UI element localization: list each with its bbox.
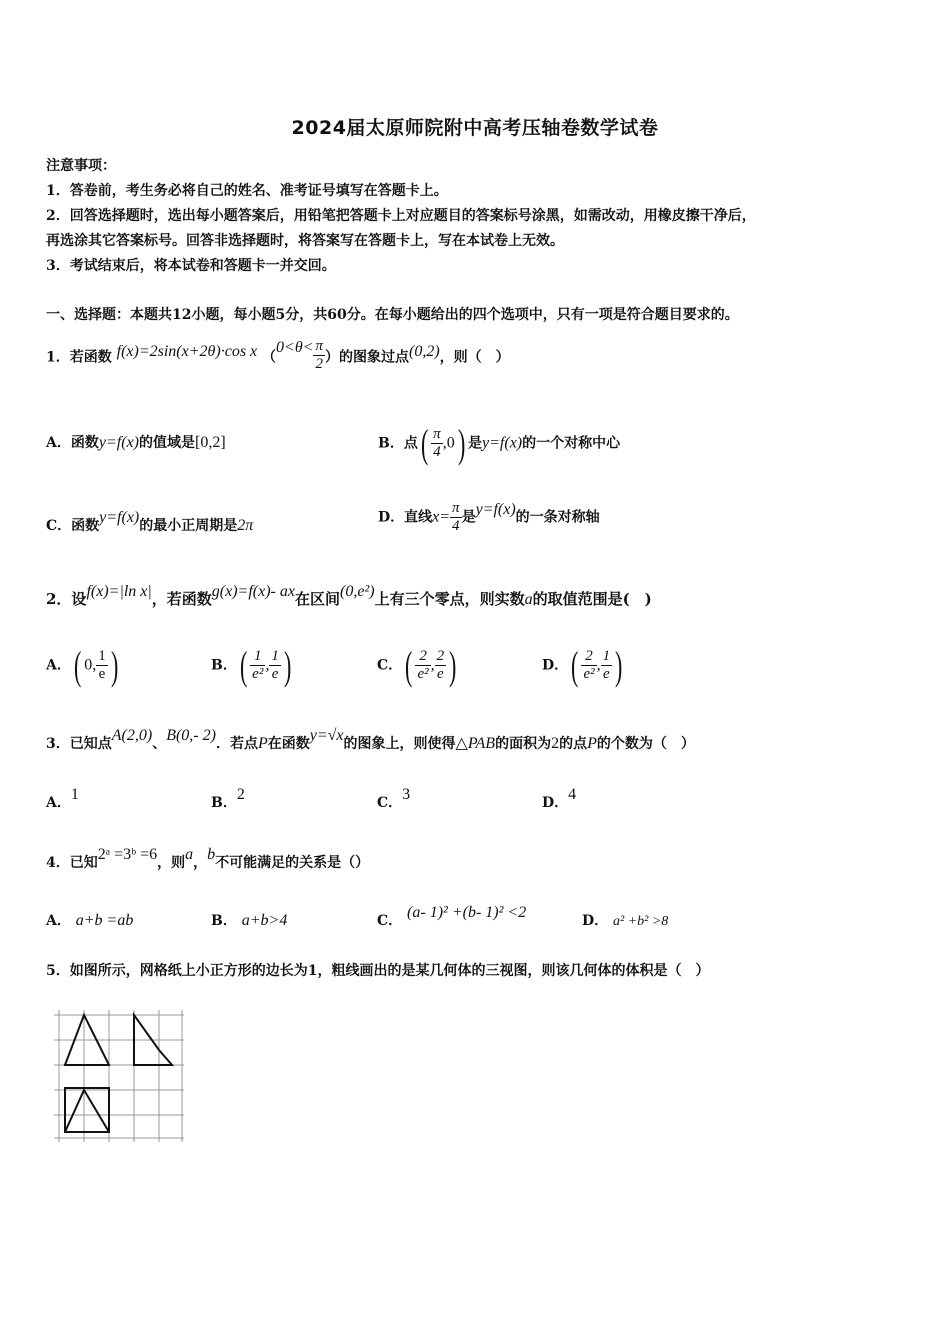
notice-item: 1．答卷前，考生务必将自己的姓名、准考证号填写在答题卡上。 [46,183,448,199]
question-5: 5．如图所示，网格纸上小正方形的边长为1，粗线画出的是某几何体的三视图，则该几何体的体积是（ ） [46,963,710,979]
three-view-figure [54,1010,186,1142]
q1-option-d[interactable]: D．直线x= $\frac{\pi}{4}$ 是y=f(x)的一条对称轴 [378,500,600,534]
notice-item: 2．回答选择题时，选出每小题答案后，用铅笔把答题卡上对应题目的答案标号涂黑，如需改动，用橡皮擦干净后， [46,208,756,224]
q3-option-a[interactable]: A．1 [46,786,79,811]
q2-option-b[interactable]: B．( $\frac{1}{\text{e²}}$ , $\frac{1}{e}$ ) [211,643,292,688]
notice-item: 3．考试结束后，将本试卷和答题卡一并交回。 [46,258,336,274]
notice-item: 再选涂其它答案标号。回答非选择题时，将答案写在答题卡上，写在本试卷上无效。 [46,233,564,249]
q4-option-c[interactable]: C． (a- 1)² +(b- 1)² <2 [377,904,527,929]
question-1: 1．若函数 f(x)=2sin(x+2θ)·cos x （0<θ< $\frac{\pi}{2}$ ）的图象过点(0,2)，则（ ） [46,338,510,372]
q3-option-c[interactable]: C．3 [377,786,411,811]
notice-heading: 注意事项： [46,158,116,174]
q1-function: f(x)=2sin(x+2θ)·cos x [116,342,258,360]
q2-option-a[interactable]: A．( 0, $\frac{1}{e}$ ) [46,643,119,688]
q2-option-d[interactable]: D．( $\frac{2}{\text{e²}}$ , $\frac{1}{e}$ ) [542,643,623,688]
q1-option-c[interactable]: C．函数y=f(x)的最小正周期是2π [46,509,254,534]
q4-option-d[interactable]: D． a² +b² >8 [582,913,669,929]
page-title: 2024届太原师院附中高考压轴卷数学试卷 [291,117,659,139]
question-2: 2．设f(x)=|ln x|，若函数g(x)=f(x)- ax在区间(0,e²)上有三个零点，则实数a的取值范围是( ) [46,583,652,608]
q1-option-b[interactable]: B．点( $\frac{\pi}{4}$ ,0) 是y=f(x)的一个对称中心 [378,421,621,466]
section-heading: 一、选择题：本题共12小题，每小题5分，共60分。在每小题给出的四个选项中，只有一项是符合题目要求的。 [46,307,739,323]
q4-option-a[interactable]: A． a+b =ab [46,912,134,929]
question-4: 4．已知2ᵃ =3ᵇ =6，则a，b不可能满足的关系是（） [46,846,370,871]
top-view-diagonal [65,1090,109,1132]
q3-option-d[interactable]: D．4 [542,786,577,811]
view-outlines [65,1015,172,1132]
q1-option-a[interactable]: A．函数y=f(x)的值域是[0,2] [46,434,226,451]
question-3: 3．已知点A(2,0)、B(0,- 2)．若点P在函数y=√x的图象上，则使得△PAB的面积为2的点P的个数为（ ） [46,727,695,752]
q2-option-c[interactable]: C．( $\frac{2}{\text{e²}}$ , $\frac{2}{e}$ ) [377,643,457,688]
q4-option-b[interactable]: B． a+b>4 [211,912,288,929]
q3-option-b[interactable]: B．2 [211,786,245,811]
grid-lines [54,1010,184,1142]
